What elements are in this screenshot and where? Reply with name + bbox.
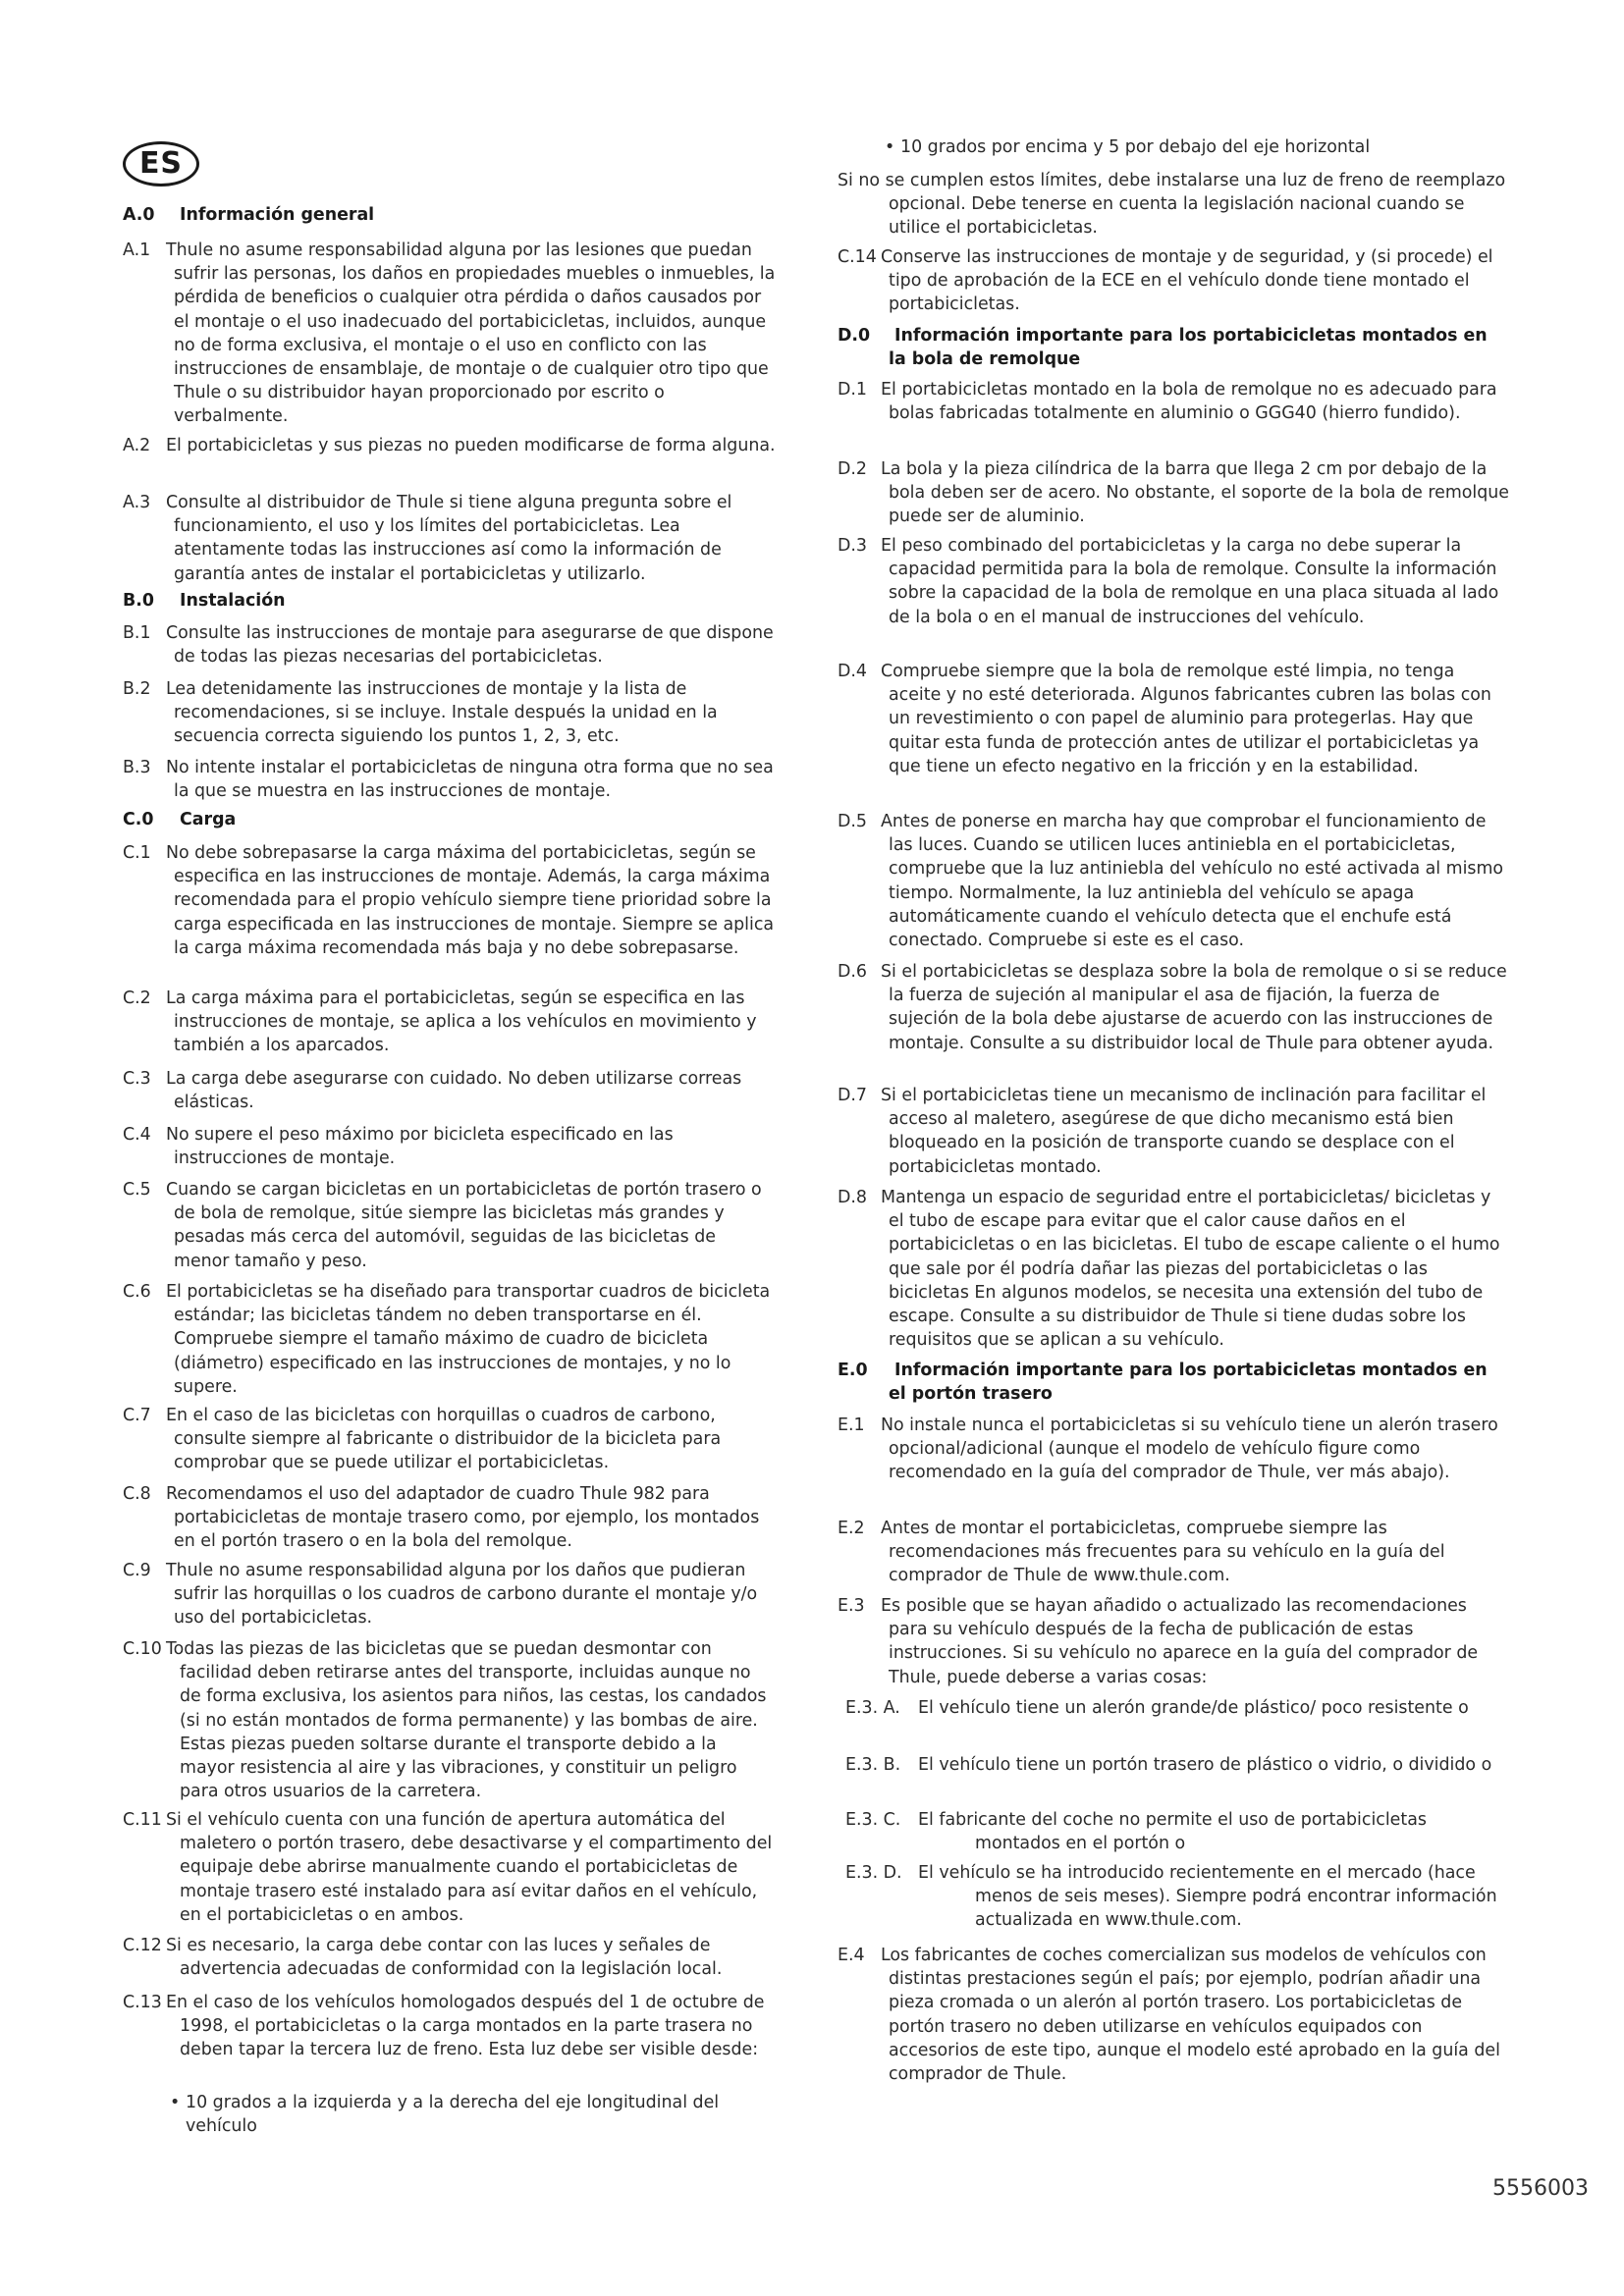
section-number: B.0 [123, 591, 154, 611]
section-number: C.0 [123, 810, 154, 829]
sub-item-e3c [838, 1808, 1510, 1855]
section-heading-b0 [123, 589, 776, 613]
item-number: D.7 [838, 1086, 867, 1105]
paragraph-d1 [838, 378, 1510, 425]
section-title: Carga [180, 810, 237, 829]
item-text: Mantenga un espacio de seguridad entre el portabicicletas/ bicicletas y el tubo de escape para evitar que el calor cause daños en el portabicicletas o en las bicicletas. El tubo de escape caliente o el humo que sale por él podría dañar las piezas del portabicicletas o las bicicletas En algunos modelos, se necesita una extensión del tubo de escape. Consulte a su distribuidor de Thule si tiene dudas sobre los requisitos que se aplican a su vehículo. [881, 1188, 1500, 1351]
item-text: Conserve las instrucciones de montaje y de seguridad, y (si procede) el tipo de aprobación de la ECE en el vehículo donde tiene montado el portabicicletas. [881, 247, 1493, 315]
item-text: La carga debe asegurarse con cuidado. No deben utilizarse correas elásticas. [166, 1069, 742, 1113]
item-number: B.2 [123, 679, 151, 699]
item-text: La carga máxima para el portabicicletas, según se especifica en las instrucciones de montaje, se aplica a los vehículos en movimiento y también a los aparcados. [166, 988, 757, 1056]
item-number: C.8 [123, 1484, 151, 1504]
item-number: A.1 [123, 240, 151, 260]
item-text: Si el portabicicletas se desplaza sobre la bola de remolque o si se reduce la fuerza de sujeción al manipular el asa de fijación, la fuerza de sujeción de la bola debe ajustarse de acuerdo con las instrucciones de montaje. Consulte a su distribuidor local de Thule para obtener ayuda. [881, 962, 1507, 1053]
item-number: B.1 [123, 623, 151, 643]
paragraph-c2 [123, 987, 776, 1058]
item-text: Compruebe siempre que la bola de remolque esté limpia, no tenga aceite y no esté deteriorada. Algunos fabricantes cubren las bolas con un revestimiento o con papel de aluminio para protegerlas. Hay que quitar esta funda de protección antes de utilizar el portabicicletas ya que tiene un efecto negativo en la fricción y en la estabilidad. [881, 662, 1491, 776]
item-text: No intente instalar el portabicicletas de ninguna otra forma que no sea la que se muestra en las instrucciones de montaje. [166, 758, 774, 802]
item-number: E.1 [838, 1415, 865, 1435]
paragraph-d3 [838, 534, 1510, 629]
paragraph-a3 [123, 491, 776, 586]
item-number: C.11 [123, 1810, 162, 1830]
item-text: Thule no asume responsabilidad alguna por los daños que pudieran sufrir las horquillas o los cuadros de carbono durante el montaje y/o uso del portabicicletas. [166, 1561, 758, 1629]
bullet-text: 10 grados por encima y 5 por debajo del eje horizontal [900, 137, 1371, 157]
item-text: El vehículo se ha introducido recientemente en el mercado (hace menos de seis meses). Siempre podrá encontrar información actualizada en www.thule.com. [918, 1863, 1497, 1931]
item-text: Recomendamos el uso del adaptador de cuadro Thule 982 para portabicicletas de montaje trasero como, por ejemplo, los montados en el portón trasero o en la bola del remolque. [166, 1484, 760, 1552]
section-heading-c0 [123, 808, 776, 831]
item-number: E.3. B. [845, 1755, 901, 1775]
item-number: D.5 [838, 812, 867, 831]
section-number: D.0 [838, 326, 871, 346]
paragraph-d4 [838, 660, 1510, 778]
item-text: El vehículo tiene un portón trasero de plástico o vidrio, o dividido o [918, 1755, 1492, 1775]
paragraph-c5 [123, 1178, 776, 1273]
sub-item-e3d [838, 1861, 1510, 1933]
item-number: E.4 [838, 1946, 865, 1965]
section-title: Información general [180, 205, 375, 225]
bullet-item [838, 135, 1510, 159]
item-text: El vehículo tiene un alerón grande/de plástico/ poco resistente o [918, 1698, 1469, 1718]
item-text: El portabicicletas se ha diseñado para transportar cuadros de bicicleta estándar; las bicicletas tándem no deben transportarse en él. Compruebe siempre el tamaño máximo de cuadro de bicicleta (diámetro) especificado en las instrucciones de montajes, y no lo supere. [166, 1282, 771, 1397]
paragraph-d7 [838, 1084, 1510, 1179]
item-text: En el caso de las bicicletas con horquillas o cuadros de carbono, consulte siempre al fabricante o distribuidor de la bicicleta para comprobar que se puede utilizar el portabicicletas. [166, 1406, 722, 1473]
item-number: D.8 [838, 1188, 867, 1207]
item-text: Lea detenidamente las instrucciones de montaje y la lista de recomendaciones, si se incluye. Instale después la unidad en la secuencia correcta siguiendo los puntos 1, 2, 3, etc. [166, 679, 718, 747]
paragraph-b2 [123, 677, 776, 749]
paragraph-d6 [838, 960, 1510, 1055]
item-number: E.3. A. [845, 1698, 900, 1718]
section-title: Información importante para los portabicicletas montados en la bola de remolque [889, 326, 1488, 370]
paragraph-b3 [123, 756, 776, 803]
section-title: Información importante para los portabicicletas montados en el portón trasero [889, 1361, 1488, 1405]
item-text: Consulte al distribuidor de Thule si tiene alguna pregunta sobre el funcionamiento, el uso y los límites del portabicicletas. Lea atentamente todas las instrucciones así como la información de garantía antes de instalar el portabicicletas y utilizarlo. [166, 493, 732, 584]
paragraph-d8 [838, 1186, 1510, 1352]
section-heading-a0 [123, 203, 776, 227]
paragraph-e2 [838, 1517, 1510, 1588]
item-number: D.2 [838, 459, 867, 479]
item-text: Si es necesario, la carga debe contar con las luces y señales de advertencia adecuadas de conformidad con la legislación local. [166, 1936, 723, 1980]
item-text: Todas las piezas de las bicicletas que se puedan desmontar con facilidad deben retirarse antes del transporte, incluidas aunque no de forma exclusiva, los asientos para niños, las cestas, los candados (si no están montados de forma permanente) y las bombas de aire. Estas piezas pueden soltarse durante el transporte debido a la mayor resistencia al aire y las vibraciones, y constituir un peligro para otros usuarios de la carretera. [166, 1639, 767, 1802]
paragraph-a1 [123, 239, 776, 429]
sub-item-e3b [838, 1753, 1510, 1777]
item-number: D.4 [838, 662, 867, 681]
item-text: Antes de montar el portabicicletas, compruebe siempre las recomendaciones más frecuentes para su vehículo en la guía del comprador de Thule de www.thule.com. [881, 1519, 1445, 1586]
item-number: C.14 [838, 247, 877, 267]
paragraph-c6 [123, 1280, 776, 1399]
paragraph-c8 [123, 1482, 776, 1554]
item-number: D.1 [838, 380, 867, 400]
paragraph-c12 [123, 1934, 776, 1981]
paragraph-c3 [123, 1067, 776, 1114]
item-text: Thule no asume responsabilidad alguna por las lesiones que puedan sufrir las personas, los daños en propiedades muebles o inmuebles, la pérdida de beneficios o cualquier otra pérdida o daños causados por el montaje o el uso inadecuado del portabicicletas, incluidos, aunque no de forma exclusiva, el montaje o el uso en conflicto con las instrucciones de ensamblaje, de montaje o de cualquier otro tipo que Thule o su distribuidor hayan proporcionado por escrito o verbalmente. [166, 240, 776, 427]
item-number: C.13 [123, 1993, 162, 2012]
item-text: El fabricante del coche no permite el uso de portabicicletas montados en el portón o [918, 1810, 1427, 1854]
paragraph-c9 [123, 1559, 776, 1630]
language-badge [123, 141, 199, 187]
item-number: C.3 [123, 1069, 151, 1089]
item-number: C.10 [123, 1639, 162, 1659]
item-number: C.5 [123, 1180, 151, 1200]
item-number: B.3 [123, 758, 151, 777]
item-text: Los fabricantes de coches comercializan sus modelos de vehículos con distintas prestaciones según el país; por ejemplo, podrían añadir una pieza cromada o un alerón al portón trasero. Los portabicicletas de portón trasero no deben utilizarse en vehículos equipados con accesorios de este tipo, aunque el modelo esté aprobado en la guía del comprador de Thule. [881, 1946, 1500, 2085]
item-text: Cuando se cargan bicicletas en un portabicicletas de portón trasero o de bola de remolque, sitúe siempre las bicicletas más grandes y pesadas más cerca del automóvil, seguidas de las bicicletas de menor tamaño y peso. [166, 1180, 762, 1271]
item-text: El portabicicletas y sus piezas no pueden modificarse de forma alguna. [166, 436, 776, 455]
paragraph-a2 [123, 434, 776, 457]
item-text: No debe sobrepasarse la carga máxima del portabicicletas, según se especifica en las instrucciones de montaje. Además, la carga máxima recomendada para el propio vehículo siempre tiene prioridad sobre la carga especificada en las instrucciones de montaje. Siempre se aplica la carga máxima recomendada más baja y no debe sobrepasarse. [166, 843, 775, 958]
bullet-item [123, 2091, 776, 2138]
paragraph-d2 [838, 457, 1510, 529]
paragraph-c10 [123, 1637, 776, 1803]
item-text: La bola y la pieza cilíndrica de la barra que llega 2 cm por debajo de la bola deben ser de acero. No obstante, el soporte de la bola de remolque puede ser de aluminio. [881, 459, 1510, 527]
item-number: D.6 [838, 962, 867, 982]
item-number: A.3 [123, 493, 151, 512]
item-number: E.2 [838, 1519, 865, 1538]
section-number: E.0 [838, 1361, 868, 1380]
paragraph-c1 [123, 841, 776, 960]
item-text: Consulte las instrucciones de montaje para asegurarse de que dispone de todas las piezas necesarias del portabicicletas. [166, 623, 774, 667]
item-text: Si el portabicicletas tiene un mecanismo de inclinación para facilitar el acceso al maletero, asegúrese de que dicho mecanismo está bien bloqueado en la posición de transporte cuando se desplace con el portabicicletas montado. [881, 1086, 1487, 1177]
paragraph-c13 [123, 1991, 776, 2062]
paragraph-c4 [123, 1123, 776, 1170]
paragraph-c11 [123, 1808, 776, 1927]
section-heading-e0 [838, 1359, 1510, 1406]
bullet-text: 10 grados a la izquierda y a la derecha del eje longitudinal del vehículo [186, 2093, 720, 2137]
item-number: C.4 [123, 1125, 151, 1145]
item-number: C.7 [123, 1406, 151, 1425]
item-number: C.6 [123, 1282, 151, 1302]
item-text: Si no se cumplen estos límites, debe instalarse una luz de freno de reemplazo opcional. Debe tenerse en cuenta la legislación nacional cuando se utilice el portabicicletas. [838, 171, 1506, 239]
sub-item-e3a [838, 1696, 1510, 1720]
item-number: C.12 [123, 1936, 162, 1955]
item-text: Si el vehículo cuenta con una función de apertura automática del maletero o portón trasero, debe desactivarse y el compartimento del equipaje debe abrirse manualmente cuando el portabicicletas de montaje trasero esté instalado para así evitar daños en el vehículo, en el portabicicletas o en ambos. [166, 1810, 773, 1925]
paragraph-e3 [838, 1594, 1510, 1689]
language-badge-label: ES [138, 145, 184, 181]
section-title: Instalación [180, 591, 286, 611]
item-number: C.1 [123, 843, 151, 863]
item-text: No supere el peso máximo por bicicleta especificado en las instrucciones de montaje. [166, 1125, 674, 1169]
item-number: D.3 [838, 536, 867, 556]
section-number: A.0 [123, 205, 155, 225]
document-number: 5556003 [1492, 2177, 1589, 2201]
item-text: No instale nunca el portabicicletas si su vehículo tiene un alerón trasero opcional/adicional (aunque el modelo de vehículo figure como recomendado en la guía del comprador de Thule, ver más abajo). [881, 1415, 1498, 1483]
paragraph-e1 [838, 1414, 1510, 1485]
paragraph-d5 [838, 810, 1510, 952]
paragraph-c7 [123, 1404, 776, 1475]
item-text: El portabicicletas montado en la bola de remolque no es adecuado para bolas fabricadas totalmente en aluminio o GGG40 (hierro fundido). [881, 380, 1497, 424]
item-text: El peso combinado del portabicicletas y la carga no debe superar la capacidad permitida para la bola de remolque. Consulte la información sobre la capacidad de la bola de remolque en una placa situada al lado de la bola o en el manual de instrucciones del vehículo. [881, 536, 1499, 627]
item-number: C.2 [123, 988, 151, 1008]
item-text: Antes de ponerse en marcha hay que comprobar el funcionamiento de las luces. Cuando se utilicen luces antiniebla en el portabicicletas, compruebe que la luz antiniebla del vehículo no esté activada al mismo tiempo. Normalmente, la luz antiniebla del vehículo se apaga automáticamente cuando el vehículo detecta que el enchufe está conectado. Compruebe si este es el caso. [881, 812, 1504, 951]
item-number: C.9 [123, 1561, 151, 1580]
paragraph-b1 [123, 621, 776, 668]
item-number: E.3. D. [845, 1863, 902, 1883]
item-number: A.2 [123, 436, 151, 455]
item-number: E.3. C. [845, 1810, 901, 1830]
paragraph-e4 [838, 1944, 1510, 2086]
section-heading-d0 [838, 324, 1510, 371]
paragraph-c13-tail [838, 169, 1510, 240]
item-number: E.3 [838, 1596, 865, 1616]
item-text: Es posible que se hayan añadido o actualizado las recomendaciones para su vehículo después de la fecha de publicación de estas instrucciones. Si su vehículo no aparece en la guía del comprador de Thule, puede deberse a varias cosas: [881, 1596, 1479, 1687]
item-text: En el caso de los vehículos homologados después del 1 de octubre de 1998, el portabicicletas o la carga montados en la parte trasera no deben tapar la tercera luz de freno. Esta luz debe ser visible desde: [166, 1993, 765, 2060]
paragraph-c14 [838, 245, 1510, 317]
